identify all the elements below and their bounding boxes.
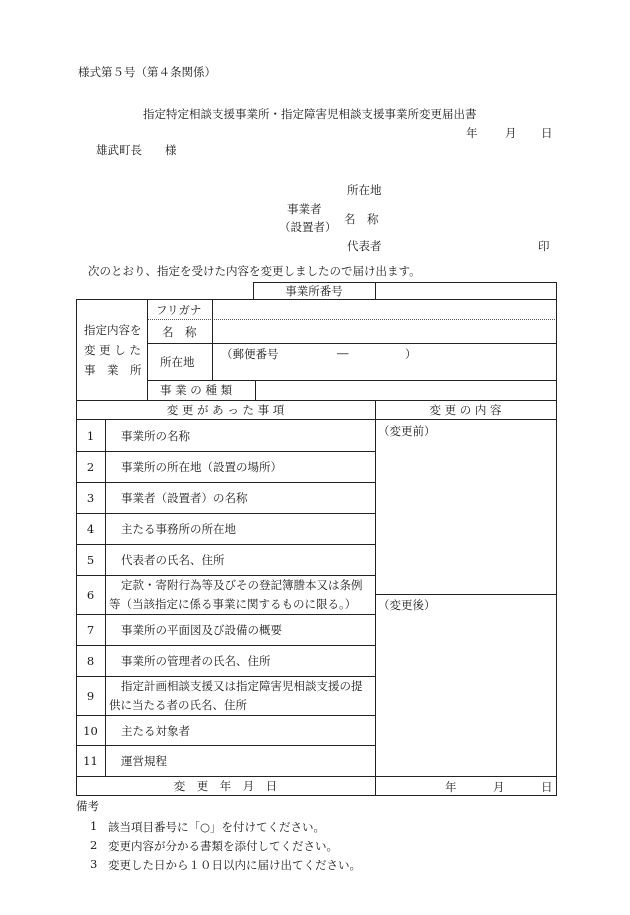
business-type-label: 事 業 の 種 類 bbox=[160, 383, 233, 397]
intro-text: 次のとおり、指定を受けた内容を変更しましたので届け出ます。 bbox=[88, 264, 421, 278]
item-number[interactable]: 9 bbox=[86, 689, 95, 703]
office-number-label: 事業所番号 bbox=[285, 283, 343, 298]
change-date-day: 日 bbox=[541, 780, 553, 794]
note-number: 1 bbox=[90, 819, 98, 833]
note-text: 変更内容が分かる書類を添付してください。 bbox=[108, 839, 338, 853]
date-month: 月 bbox=[505, 126, 517, 140]
item-text-line-2: 供に当たる者の氏名、住所 bbox=[109, 698, 247, 712]
note-number: 2 bbox=[90, 838, 98, 852]
notes-title: 備考 bbox=[76, 799, 99, 813]
item-text: 主たる対象者 bbox=[121, 723, 190, 738]
business-type-field[interactable] bbox=[256, 381, 556, 400]
furigana-field[interactable] bbox=[213, 300, 556, 319]
applicant-representative-label: 代表者 bbox=[347, 239, 382, 253]
item-text: 事業所の平面図及び設備の概要 bbox=[121, 623, 282, 637]
item-number[interactable]: 4 bbox=[86, 522, 95, 536]
change-date-month: 月 bbox=[493, 780, 505, 794]
changed-office-label-2: 変 更 し た bbox=[84, 343, 141, 357]
changed-office-label-3: 事 業 所 bbox=[84, 363, 142, 377]
applicant-name-label: 名 称 bbox=[344, 212, 379, 226]
item-number[interactable]: 10 bbox=[83, 723, 98, 738]
item-text: 事業所の管理者の氏名、住所 bbox=[121, 654, 271, 668]
document-title: 指定特定相談支援事業所・指定障害児相談支援事業所変更届出書 bbox=[143, 107, 477, 121]
item-text: 事業所の名称 bbox=[121, 428, 190, 443]
furigana-label: フリガナ bbox=[156, 302, 202, 317]
postal-code-close: ） bbox=[405, 347, 417, 361]
item-number[interactable]: 6 bbox=[86, 588, 95, 602]
applicant-operator-sub-label: （設置者） bbox=[279, 220, 337, 234]
postal-code-label: （郵便番号 bbox=[221, 347, 279, 361]
item-number[interactable]: 8 bbox=[86, 654, 95, 668]
item-text: 事業所の所在地（設置の場所） bbox=[121, 460, 282, 474]
note-number: 3 bbox=[90, 857, 98, 871]
changed-office-label-1: 指定内容を bbox=[84, 323, 142, 337]
before-change-label: （変更前） bbox=[378, 424, 436, 438]
office-location-label: 所在地 bbox=[160, 355, 195, 369]
note-text: 該当項目番号に「○」を付けてください。 bbox=[108, 820, 326, 834]
item-number[interactable]: 3 bbox=[86, 491, 95, 505]
item-text-line-1: 定款・寄附行為等及びその登記簿謄本又は条例 bbox=[121, 578, 363, 592]
office-number-field[interactable] bbox=[375, 282, 556, 299]
item-text: 運営規程 bbox=[121, 754, 167, 768]
form-number: 様式第５号（第４条関係） bbox=[78, 65, 216, 79]
date-year: 年 bbox=[466, 126, 478, 140]
office-name-label: 名 称 bbox=[162, 324, 197, 339]
item-text: 事業者（設置者）の名称 bbox=[121, 491, 248, 505]
date-day: 日 bbox=[541, 126, 553, 140]
change-date-year: 年 bbox=[445, 780, 457, 794]
applicant-operator-label: 事業者 bbox=[287, 202, 322, 216]
item-text: 代表者の氏名、住所 bbox=[121, 553, 225, 567]
applicant-address-label: 所在地 bbox=[347, 183, 382, 197]
item-number[interactable]: 7 bbox=[86, 623, 95, 637]
office-name-field[interactable] bbox=[213, 320, 556, 343]
item-text: 主たる事務所の所在地 bbox=[121, 522, 236, 536]
seal-mark: 印 bbox=[538, 239, 550, 253]
postal-code-dash: ― bbox=[337, 346, 349, 360]
after-change-label: （変更後） bbox=[378, 598, 436, 612]
item-number[interactable]: 5 bbox=[86, 553, 95, 567]
item-number[interactable]: 2 bbox=[86, 460, 95, 474]
item-text-line-1: 指定計画相談支援又は指定障害児相談支援の提 bbox=[121, 679, 363, 693]
note-text: 変更した日から１０日以内に届け出てください。 bbox=[108, 858, 361, 872]
changed-items-header: 変 更 が あ っ た 事 項 bbox=[166, 402, 285, 417]
item-text-line-2: 等（当該指定に係る事業に関するものに限る。） bbox=[109, 597, 357, 611]
recipient: 雄武町長 様 bbox=[96, 143, 177, 157]
item-number[interactable]: 1 bbox=[86, 428, 95, 443]
change-content-header: 変 更 の 内 容 bbox=[429, 402, 502, 417]
change-date-label: 変 更 年 月 日 bbox=[173, 779, 278, 793]
item-number[interactable]: 11 bbox=[83, 754, 98, 768]
